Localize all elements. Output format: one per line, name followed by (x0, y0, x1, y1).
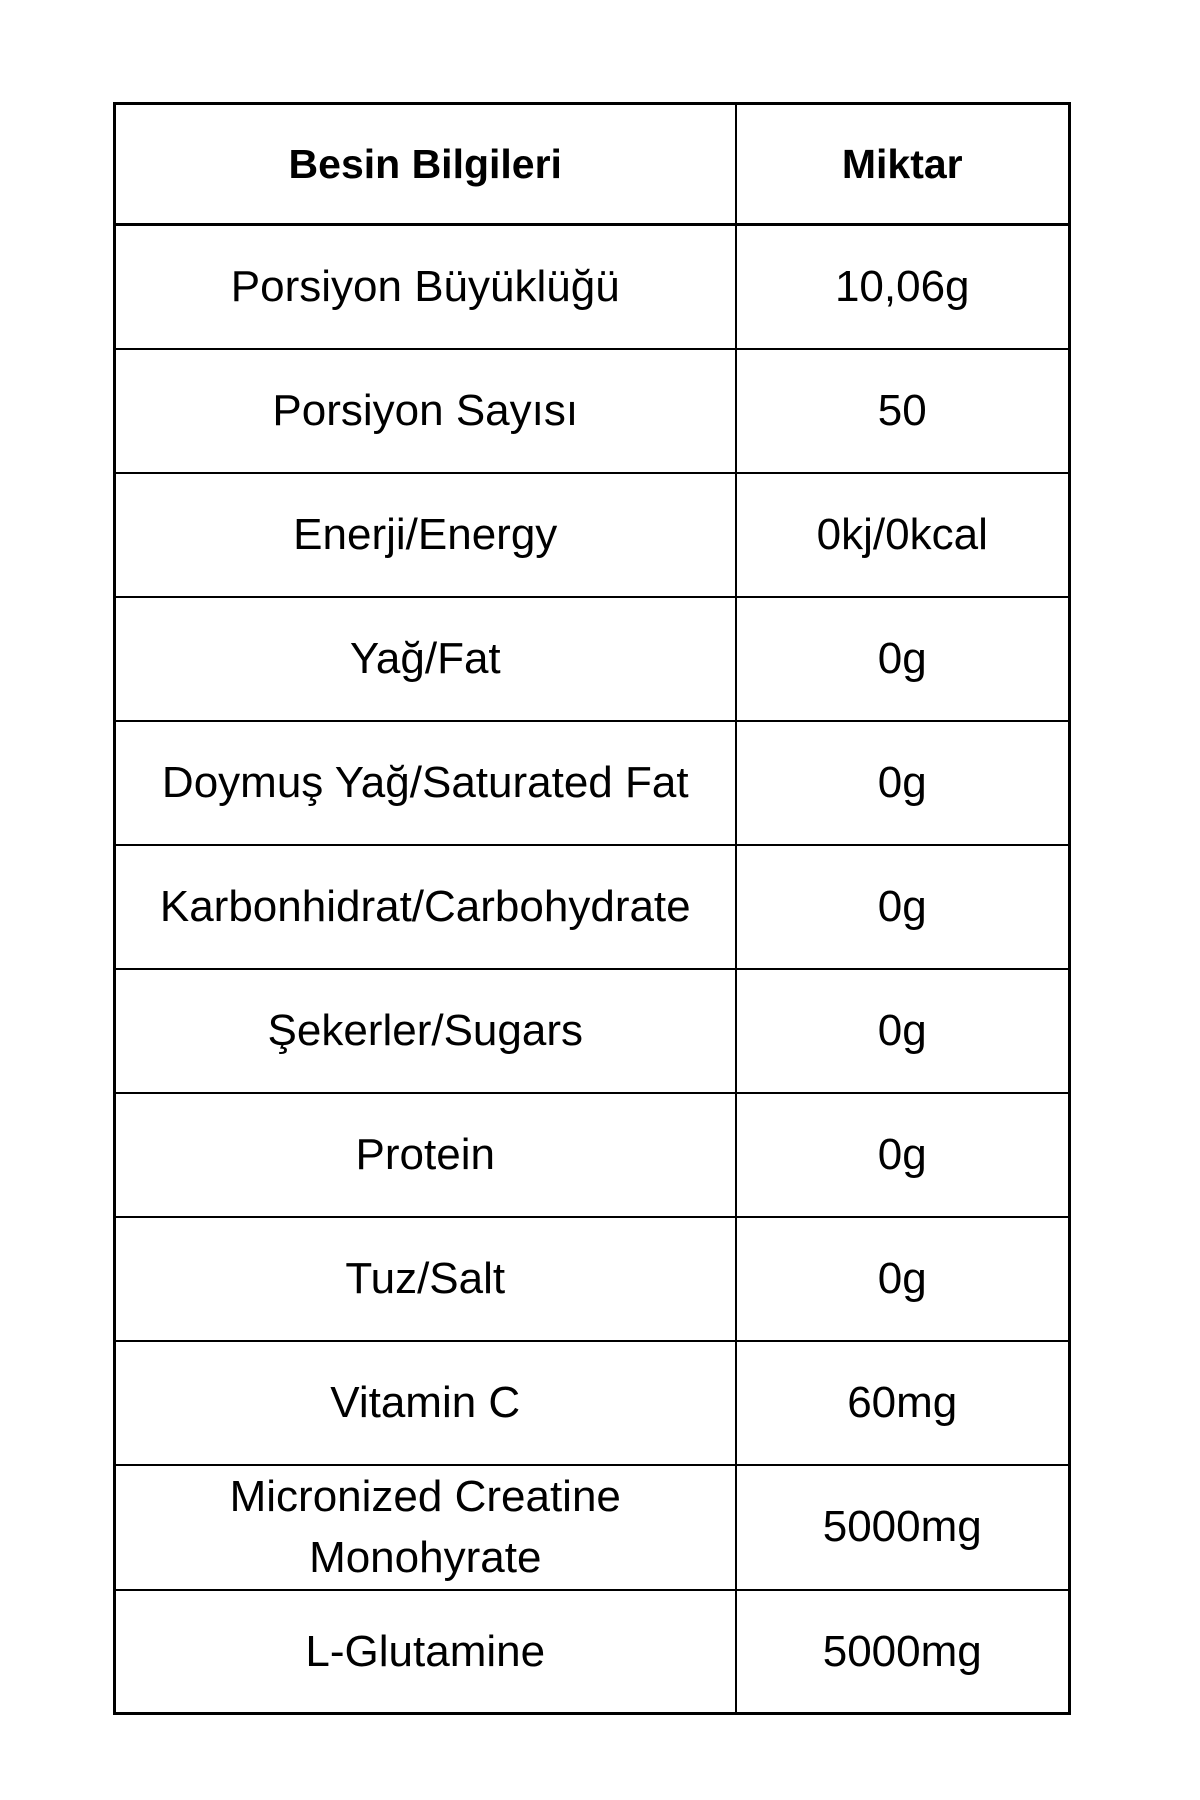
nutrient-cell: Karbonhidrat/Carbohydrate (115, 845, 736, 969)
table-row (115, 1093, 1070, 1217)
table-row (115, 1590, 1070, 1714)
amount-cell: 60mg (736, 1341, 1070, 1465)
amount-cell: 0g (736, 1093, 1070, 1217)
table-row (115, 473, 1070, 597)
amount-cell: 50 (736, 349, 1070, 473)
nutrient-cell: Doymuş Yağ/Saturated Fat (115, 721, 736, 845)
amount-cell: 0g (736, 969, 1070, 1093)
table-row (115, 1465, 1070, 1590)
nutrient-cell: Porsiyon Büyüklüğü (115, 225, 736, 349)
table-row (115, 1217, 1070, 1341)
nutrient-cell: Enerji/Energy (115, 473, 736, 597)
nutrient-cell: Micronized Creatine Monohyrate (115, 1465, 736, 1590)
table-row (115, 845, 1070, 969)
table-row (115, 721, 1070, 845)
amount-cell: 5000mg (736, 1590, 1070, 1714)
nutrient-cell: Yağ/Fat (115, 597, 736, 721)
amount-cell: 5000mg (736, 1465, 1070, 1590)
amount-cell: 10,06g (736, 225, 1070, 349)
nutrient-cell: Porsiyon Sayısı (115, 349, 736, 473)
table-header-row (115, 104, 1070, 225)
nutrient-cell: L-Glutamine (115, 1590, 736, 1714)
amount-cell: 0g (736, 721, 1070, 845)
nutrient-cell: Vitamin C (115, 1341, 736, 1465)
table-row (115, 1341, 1070, 1465)
amount-cell: 0g (736, 845, 1070, 969)
nutrient-cell: Şekerler/Sugars (115, 969, 736, 1093)
table-row (115, 349, 1070, 473)
table-row (115, 225, 1070, 349)
header-nutrient: Besin Bilgileri (115, 104, 736, 225)
amount-cell: 0g (736, 1217, 1070, 1341)
amount-cell: 0kj/0kcal (736, 473, 1070, 597)
nutrient-cell: Protein (115, 1093, 736, 1217)
amount-cell: 0g (736, 597, 1070, 721)
table-row (115, 597, 1070, 721)
header-amount: Miktar (736, 104, 1070, 225)
table-row (115, 969, 1070, 1093)
nutrition-facts-table (113, 102, 1071, 1715)
nutrient-cell: Tuz/Salt (115, 1217, 736, 1341)
